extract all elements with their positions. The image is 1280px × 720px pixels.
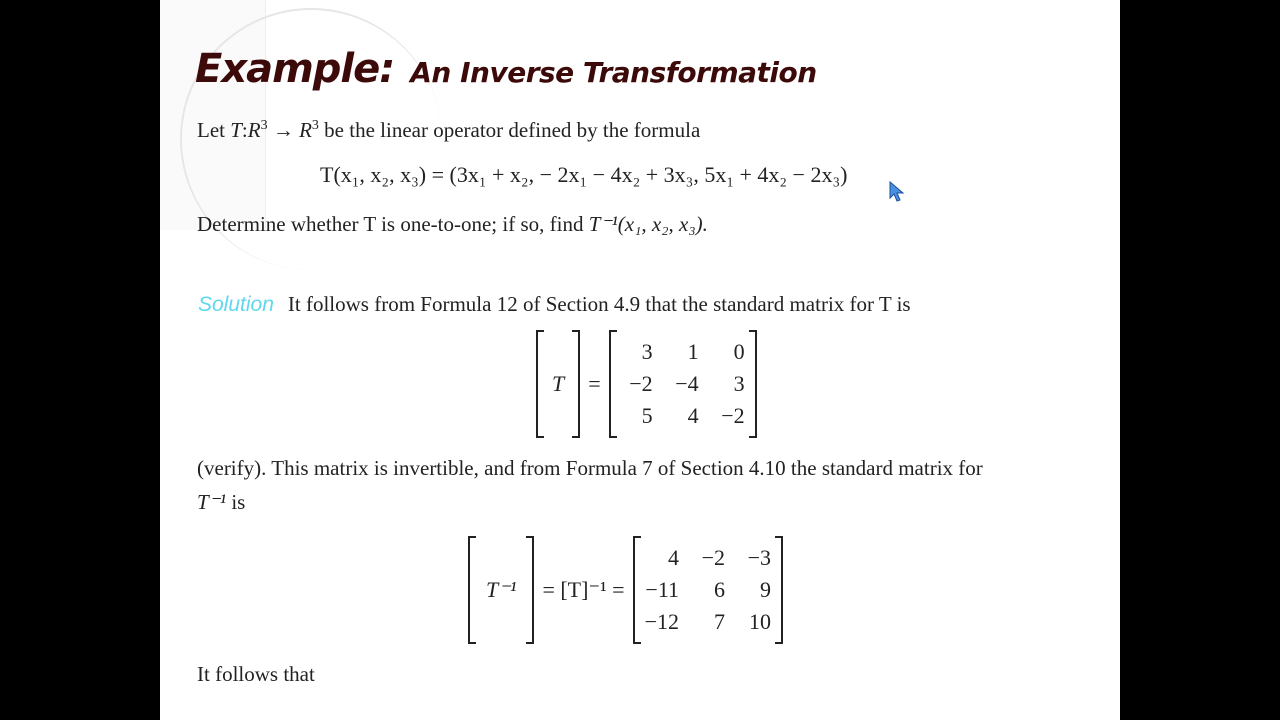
solution-label: Solution (198, 293, 274, 316)
intro-line: Let $T:R^3 \to R^3$ be the linear operator defined by the formula (197, 118, 701, 142)
solution-line: Solution It follows from Formula 12 of Section 4.9 that the standard matrix for T is (198, 292, 911, 316)
formula: T(x₁, x₂, x₃) = (3x₁ + x₂, − 2x₁ − 4x₂ + 3x₃, 5x₁ + 4x₂ − 2x₃) (320, 162, 848, 187)
verify-line-1: (verify). This matrix is invertible, and from Formula 7 of Section 4.10 the standard matrix for (197, 456, 983, 480)
matrix-Tinv-equation: T⁻¹ = [T]⁻¹ = 4 −2 −3 −11 6 9 −12 7 10 (468, 536, 783, 644)
matrix-Tinv: 4 −2 −3 −11 6 9 −12 7 10 (644, 545, 771, 634)
slide-title (195, 46, 817, 92)
matrix-T-equation: T = 3 1 0 −2 −4 3 5 4 −2 (536, 330, 757, 438)
conclusion: It follows that (197, 662, 315, 686)
question: Determine whether T is one-to-one; if so, find T⁻¹(x₁, x₂, x₃). (197, 212, 708, 236)
slide (160, 0, 1120, 720)
title-main: Example: (195, 46, 395, 92)
verify-line-2: T⁻¹ is (197, 490, 246, 514)
title-sub: An Inverse Transformation (410, 56, 817, 89)
matrix-T: 3 1 0 −2 −4 3 5 4 −2 (629, 339, 745, 428)
mouse-cursor-icon (888, 180, 908, 204)
